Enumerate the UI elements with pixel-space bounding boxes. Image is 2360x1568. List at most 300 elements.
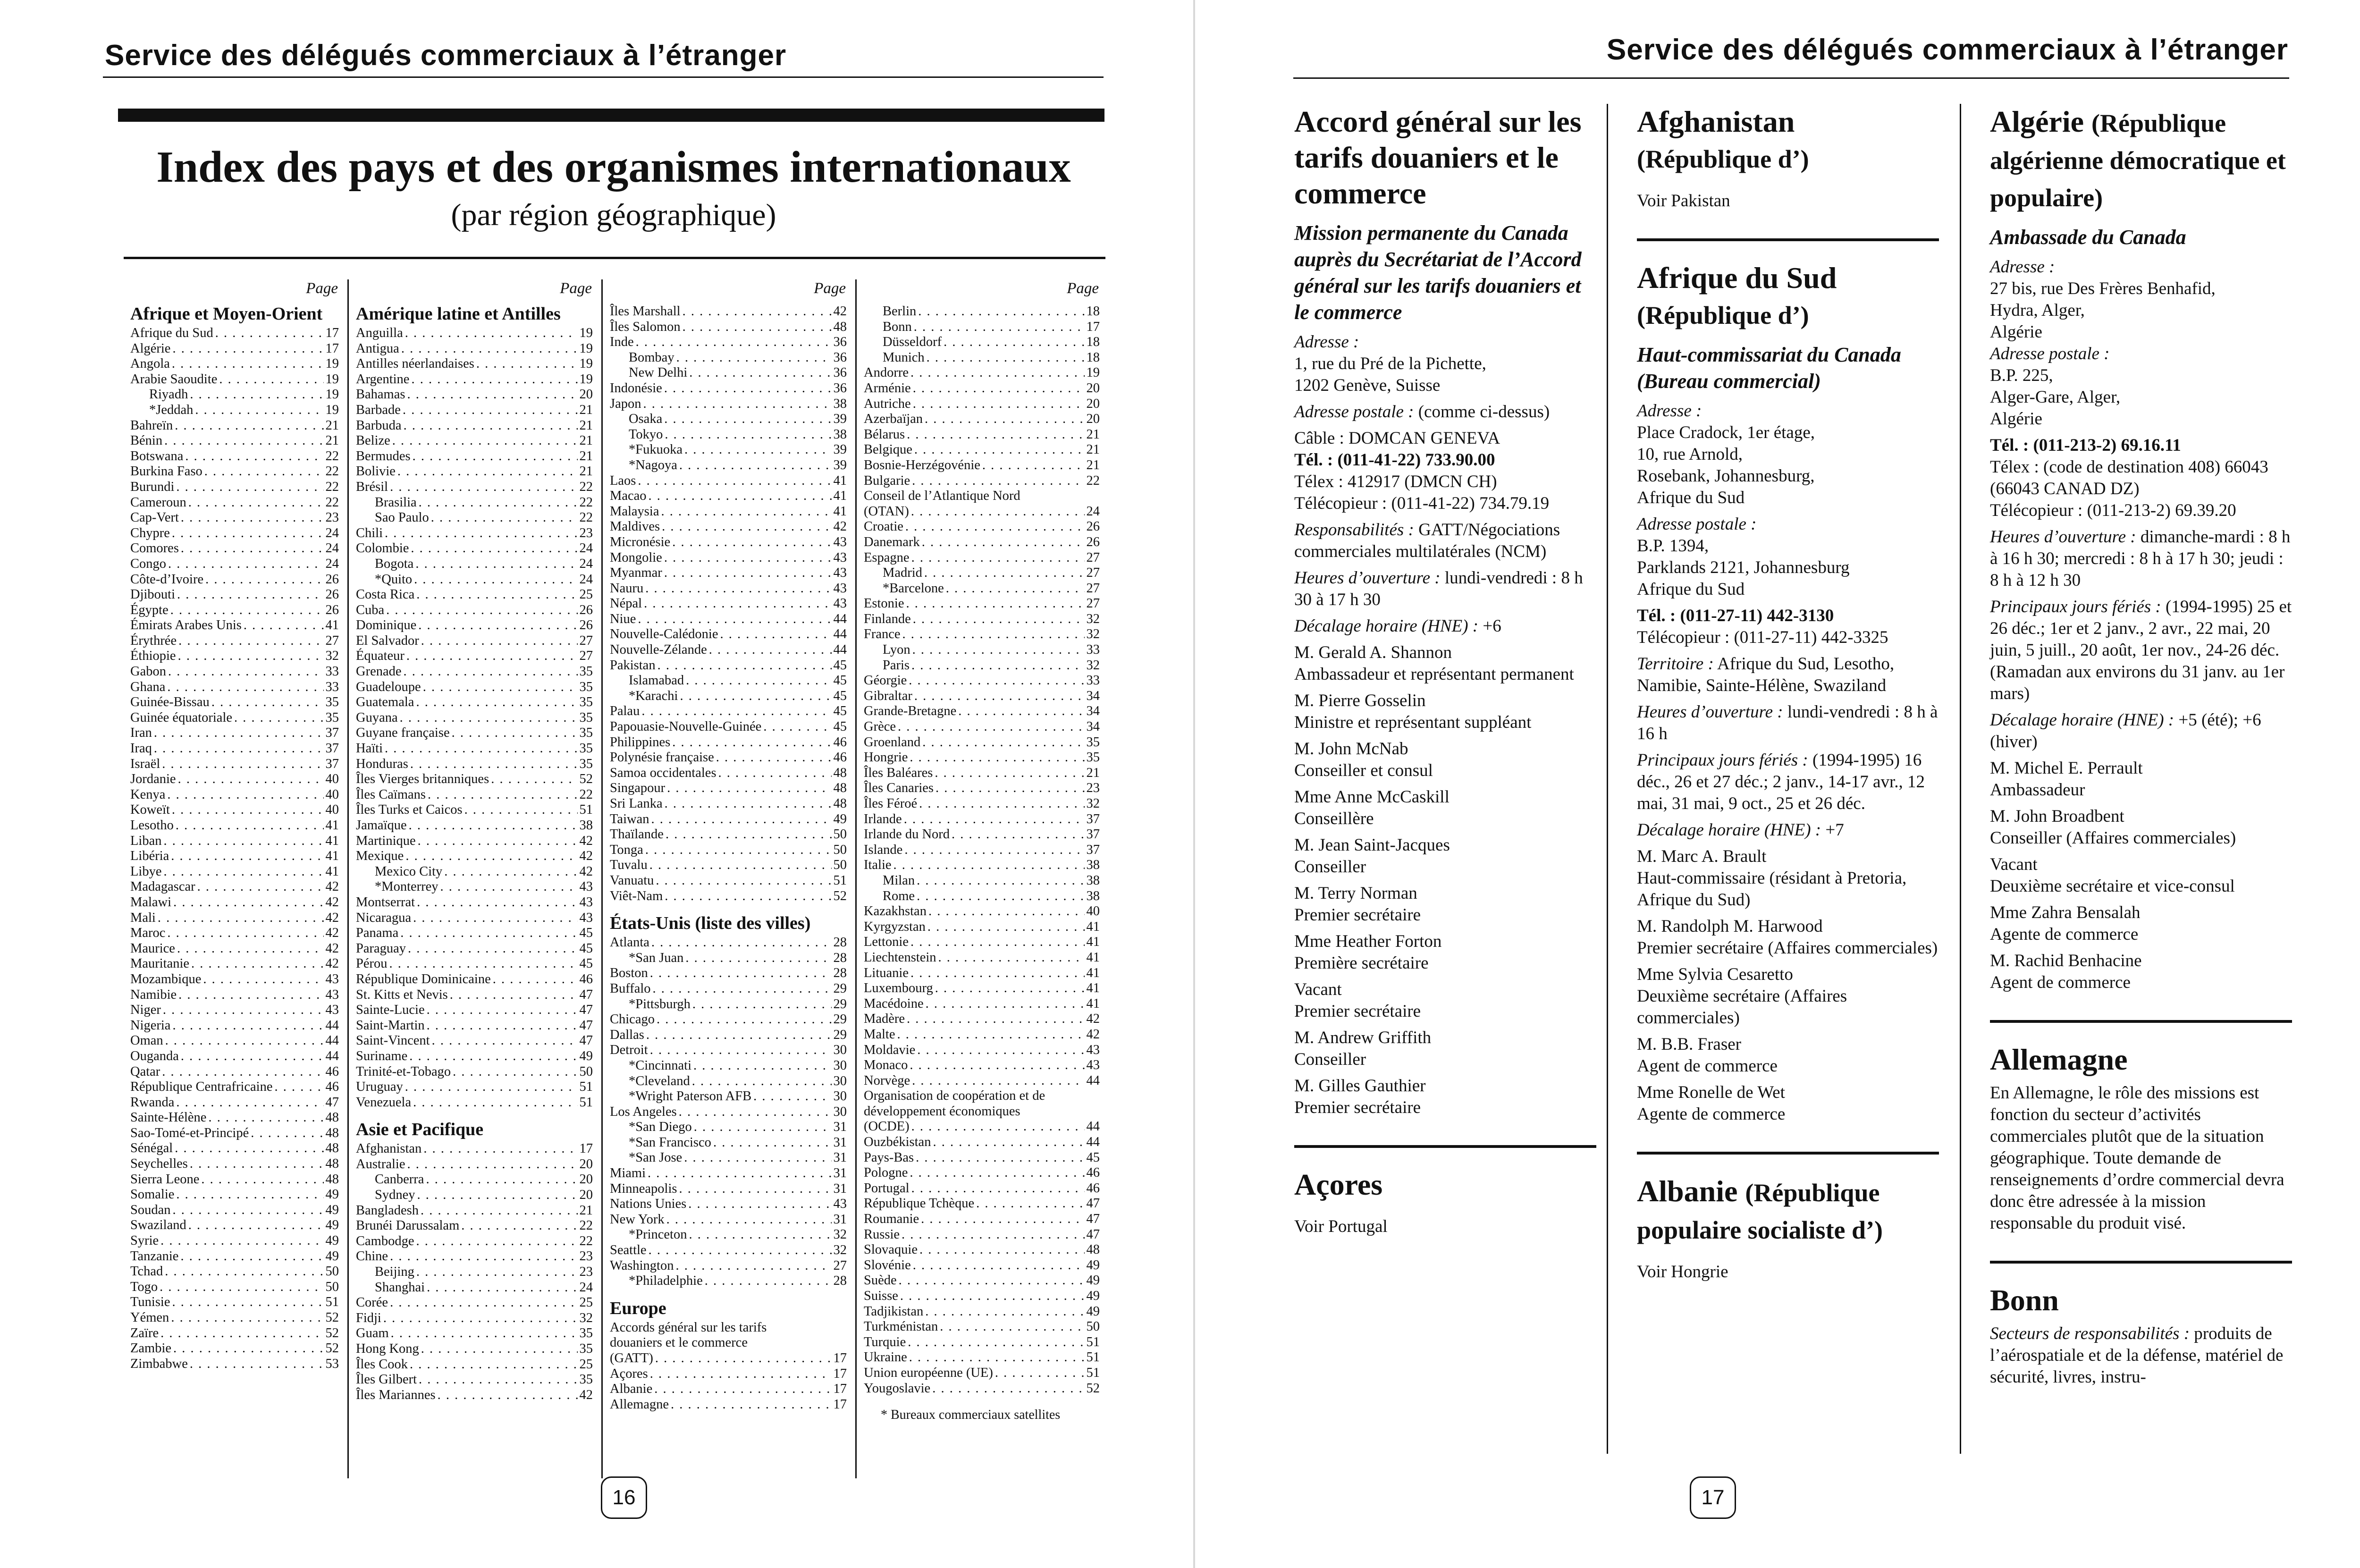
column-divider bbox=[601, 279, 603, 1478]
index-entry bbox=[356, 680, 593, 695]
index-entry-name: Venezuela bbox=[356, 1095, 412, 1110]
index-entry-name: Chypre bbox=[130, 525, 170, 540]
index-entry-page: 42 bbox=[579, 833, 593, 848]
index-entry bbox=[130, 526, 339, 541]
index-entry bbox=[610, 473, 847, 489]
index-entry-name: Inde bbox=[610, 335, 634, 350]
postal-address-afrique-sud bbox=[1637, 514, 1939, 600]
index-entry-name: Guadeloupe bbox=[356, 679, 421, 694]
dot-leader bbox=[925, 1304, 1084, 1320]
index-entry bbox=[610, 1197, 847, 1212]
dot-leader bbox=[657, 1012, 832, 1028]
index-entry-name: Bogota bbox=[375, 556, 414, 571]
index-entry bbox=[356, 879, 593, 895]
staff-name: M. Jean Saint-Jacques bbox=[1294, 835, 1450, 855]
dot-leader bbox=[914, 689, 1085, 704]
index-entry-page: 41 bbox=[833, 473, 847, 488]
index-entry bbox=[130, 987, 339, 1003]
dot-leader bbox=[171, 849, 323, 864]
country-name: Afghanistan bbox=[1637, 105, 1795, 138]
index-entry-name: Cameroun bbox=[130, 495, 186, 510]
index-entry bbox=[130, 1341, 339, 1357]
dot-leader bbox=[662, 519, 831, 535]
index-entry bbox=[130, 1203, 339, 1218]
dot-leader bbox=[177, 941, 324, 957]
dot-leader bbox=[188, 495, 324, 511]
index-list-europe-cont2 bbox=[864, 504, 1100, 1089]
dot-leader bbox=[421, 1341, 578, 1357]
staff-role: Agente de commerce bbox=[1637, 1104, 1786, 1124]
index-entry-page: 44 bbox=[1086, 1073, 1100, 1088]
index-entry-name: Îles Mariannes bbox=[356, 1387, 436, 1402]
staff-role: Premier secrétaire (Affaires commerciales) bbox=[1637, 938, 1938, 958]
page-column-label: Page bbox=[560, 280, 592, 297]
index-entry bbox=[130, 787, 339, 803]
staff-name: M. Terry Norman bbox=[1294, 884, 1417, 903]
index-entry-name: Égypte bbox=[130, 602, 169, 617]
index-entry-page: 50 bbox=[325, 1264, 339, 1279]
see-reference-afghanistan: Voir Pakistan bbox=[1637, 191, 1730, 211]
entry-title-afghanistan bbox=[1637, 104, 1939, 177]
index-entry-page: 28 bbox=[833, 950, 847, 965]
index-entry-name: Pérou bbox=[356, 956, 388, 971]
dot-leader bbox=[692, 1074, 832, 1089]
dot-leader bbox=[916, 1150, 1084, 1166]
index-entry-page: 19 bbox=[579, 326, 593, 340]
index-entry bbox=[610, 519, 847, 535]
index-entry-page: 32 bbox=[579, 1310, 593, 1325]
index-entry-page: 41 bbox=[325, 849, 339, 864]
index-entry-page: 41 bbox=[1086, 996, 1100, 1011]
index-entry bbox=[356, 556, 593, 572]
index-entry-name: Îles Gilbert bbox=[356, 1372, 417, 1387]
index-entry-page: 50 bbox=[1086, 1319, 1100, 1334]
index-entry-name: Laos bbox=[610, 473, 636, 488]
dot-leader bbox=[411, 541, 577, 556]
index-entry-page: 31 bbox=[833, 1135, 847, 1150]
index-entry bbox=[610, 658, 847, 674]
index-entry-page: 27 bbox=[1086, 596, 1100, 611]
dot-leader bbox=[188, 1218, 324, 1233]
index-entry-page: 51 bbox=[579, 1079, 593, 1095]
index-entry-name: Berlin bbox=[883, 304, 917, 319]
index-entry-name: Hong Kong bbox=[356, 1341, 419, 1356]
index-entry-page: 18 bbox=[1086, 335, 1100, 350]
index-entry-name: Montserrat bbox=[356, 894, 415, 910]
index-entry-page: 41 bbox=[1086, 981, 1100, 996]
index-entry-name: *Fukuoka bbox=[629, 442, 683, 457]
index-entry-page: 48 bbox=[833, 765, 847, 780]
index-entry-name: Arabie Saoudite bbox=[130, 371, 218, 387]
index-entry bbox=[130, 1326, 339, 1341]
index-entry-page: 18 bbox=[1086, 350, 1100, 365]
dot-leader bbox=[410, 757, 578, 772]
index-entry-page: 49 bbox=[325, 1187, 339, 1202]
index-entry-page: 32 bbox=[1086, 658, 1100, 673]
staff-role: Deuxième secrétaire et vice-consul bbox=[1990, 877, 2235, 896]
index-entry bbox=[864, 1258, 1100, 1273]
index-entry-page: 48 bbox=[833, 781, 847, 796]
index-entry-name: République Centrafricaine bbox=[130, 1079, 273, 1095]
dot-leader bbox=[203, 972, 323, 987]
index-entry-name: Myanmar bbox=[610, 565, 662, 581]
dot-leader bbox=[416, 587, 577, 603]
index-entry-page: 43 bbox=[579, 879, 593, 894]
dot-leader bbox=[763, 719, 831, 735]
index-entry-name: Arménie bbox=[864, 380, 911, 396]
index-entry-name: *Wright Paterson AFB bbox=[629, 1089, 752, 1104]
staff-role: Premier secrétaire bbox=[1294, 905, 1421, 925]
dot-leader bbox=[160, 1280, 323, 1295]
index-entry-page: 38 bbox=[1086, 873, 1100, 888]
header-rule-thin bbox=[1293, 77, 2289, 79]
index-entry-page: 43 bbox=[833, 1197, 847, 1212]
index-entry bbox=[864, 458, 1100, 473]
section-separator bbox=[1990, 1261, 2292, 1264]
index-entry bbox=[356, 403, 593, 418]
index-entry bbox=[864, 350, 1100, 366]
index-entry-page: 47 bbox=[1086, 1227, 1100, 1242]
dot-leader bbox=[927, 919, 1085, 935]
index-entry-name: Bahreïn bbox=[130, 418, 173, 433]
timezone-afrique-sud bbox=[1637, 819, 1939, 841]
index-entry bbox=[610, 442, 847, 458]
dot-leader bbox=[201, 1172, 323, 1188]
index-entry-page: 21 bbox=[579, 418, 593, 433]
index-entry-page: 44 bbox=[833, 611, 847, 626]
dot-leader bbox=[910, 750, 1084, 766]
index-entry-name: Antigua bbox=[356, 341, 399, 356]
dot-leader bbox=[912, 473, 1084, 489]
dot-leader bbox=[944, 335, 1084, 350]
dot-leader bbox=[413, 1095, 577, 1111]
dot-leader bbox=[383, 1311, 578, 1326]
dot-leader bbox=[421, 633, 578, 649]
index-entry-name: Groenland bbox=[864, 734, 921, 750]
index-entry-name: Italie bbox=[864, 858, 892, 873]
dot-leader bbox=[906, 596, 1085, 612]
staff-role: Agente de commerce bbox=[1990, 925, 2139, 944]
dot-leader bbox=[176, 480, 323, 495]
index-entry-name: Comores bbox=[130, 541, 179, 556]
index-entry bbox=[130, 495, 339, 511]
dot-leader bbox=[649, 1243, 832, 1258]
index-entry bbox=[864, 412, 1100, 427]
index-entry bbox=[130, 849, 339, 864]
dot-leader bbox=[689, 365, 831, 381]
index-entry-name: Namibie bbox=[130, 987, 177, 1002]
index-entry-name: Sao-Tomé-et-Principé bbox=[130, 1125, 249, 1140]
index-entry bbox=[130, 541, 339, 556]
index-entry-name: Antilles néerlandaises bbox=[356, 356, 474, 371]
index-entry bbox=[864, 1073, 1100, 1089]
index-entry-name: Viêt-Nam bbox=[610, 888, 663, 903]
index-entry-page: 41 bbox=[1086, 965, 1100, 980]
index-entry-page: 50 bbox=[833, 858, 847, 873]
index-entry-page: 24 bbox=[579, 556, 593, 571]
index-entry-ocde-line: Organisation de coopération et de développement économiques bbox=[864, 1088, 1045, 1119]
index-entry-name: Kyrgyzstan bbox=[864, 919, 926, 934]
index-entry-name: Guinée équatoriale bbox=[130, 710, 233, 725]
index-entry bbox=[130, 356, 339, 372]
index-entry bbox=[356, 649, 593, 664]
index-entry-page: 48 bbox=[325, 1172, 339, 1187]
index-entry bbox=[356, 1357, 593, 1373]
index-entry-name: Guyane française bbox=[356, 725, 450, 741]
index-entry bbox=[864, 658, 1100, 674]
country-name: Afrique du Sud bbox=[1637, 261, 1837, 295]
index-entry-name: Barbade bbox=[356, 402, 401, 417]
index-entry-page: 43 bbox=[579, 894, 593, 910]
index-entry-name: Îles Marshall bbox=[610, 304, 681, 319]
index-entry-page: 47 bbox=[579, 1003, 593, 1018]
index-entry bbox=[610, 1089, 847, 1104]
phone-algerie: Tél. : (011-213-2) 69.16.11 bbox=[1990, 436, 2181, 455]
index-entry-page: 45 bbox=[833, 704, 847, 719]
dot-leader bbox=[902, 627, 1085, 642]
index-entry-page: 49 bbox=[1086, 1257, 1100, 1273]
index-entry-page: 49 bbox=[579, 1048, 593, 1063]
directory-column-2 bbox=[1637, 104, 1939, 1283]
dot-leader bbox=[190, 1357, 324, 1372]
timezone-value: +7 bbox=[1825, 820, 1844, 840]
index-entry-name: Grande-Bretagne bbox=[864, 704, 957, 719]
index-entry-page: 28 bbox=[833, 935, 847, 950]
index-entry bbox=[356, 1249, 593, 1265]
dot-leader bbox=[650, 966, 832, 981]
staff-member bbox=[1294, 931, 1596, 974]
index-entry-name: Niger bbox=[130, 1003, 161, 1018]
index-entry bbox=[864, 673, 1100, 689]
dot-leader bbox=[641, 704, 831, 719]
index-entry bbox=[610, 719, 847, 735]
dot-leader bbox=[675, 1258, 831, 1274]
index-entry-name: Autriche bbox=[864, 396, 911, 411]
dot-leader bbox=[181, 1049, 324, 1064]
staff-name: Mme Zahra Bensalah bbox=[1990, 903, 2141, 922]
label-heures: Heures d’ouverture : bbox=[1637, 702, 1783, 722]
index-entry bbox=[130, 1295, 339, 1310]
index-entry-page: 27 bbox=[1086, 550, 1100, 565]
section-separator bbox=[1990, 1020, 2292, 1023]
index-entry bbox=[610, 781, 847, 796]
index-entry bbox=[864, 966, 1100, 981]
index-entry bbox=[130, 618, 339, 633]
index-entry bbox=[610, 365, 847, 381]
index-entry bbox=[130, 1018, 339, 1034]
dot-leader bbox=[178, 987, 323, 1003]
index-entry bbox=[130, 587, 339, 603]
index-entry-name: Madrid bbox=[883, 565, 922, 581]
index-entry bbox=[610, 1397, 847, 1413]
index-entry bbox=[864, 1165, 1100, 1181]
index-entry-page: 24 bbox=[579, 1280, 593, 1295]
staff-member bbox=[1990, 950, 2292, 994]
dot-leader bbox=[452, 725, 578, 741]
dot-leader bbox=[438, 1388, 578, 1403]
index-entry-name: Azerbaïjan bbox=[864, 412, 923, 427]
responsibilities-value: GATT/Négociations commerciales multilatérales (NCM) bbox=[1294, 520, 1560, 561]
index-entry bbox=[356, 572, 593, 588]
staff-member bbox=[1637, 846, 1939, 911]
index-entry-name: Jordanie bbox=[130, 772, 176, 787]
dot-leader bbox=[401, 341, 578, 357]
hours-gatt bbox=[1294, 567, 1596, 611]
staff-role: Agent de commerce bbox=[1637, 1056, 1778, 1076]
dot-leader bbox=[684, 1150, 831, 1166]
index-entry bbox=[356, 1218, 593, 1234]
index-entry-page: 23 bbox=[579, 1249, 593, 1264]
address-line: Hydra, Alger, bbox=[1990, 301, 2085, 320]
index-entry-name: Saint-Vincent bbox=[356, 1033, 430, 1048]
index-list-asie bbox=[356, 1141, 593, 1403]
index-entry-page: 42 bbox=[325, 910, 339, 925]
index-entry bbox=[356, 1280, 593, 1296]
index-list-usa bbox=[610, 935, 847, 1289]
dot-leader bbox=[917, 1043, 1084, 1058]
index-entry bbox=[356, 695, 593, 710]
staff-member bbox=[1294, 979, 1596, 1022]
dot-leader bbox=[665, 427, 831, 443]
index-entry-name: Mongolie bbox=[610, 550, 662, 565]
dot-leader bbox=[419, 1372, 577, 1388]
index-entry-page: 43 bbox=[833, 565, 847, 581]
index-entry-page: 44 bbox=[325, 1018, 339, 1033]
index-entry-name: Malaysia bbox=[610, 504, 659, 519]
index-entry-page: 46 bbox=[325, 1064, 339, 1079]
index-entry bbox=[864, 689, 1100, 704]
mission-name-gatt: Mission permanente du Canada auprès du Secrétariat de l’Accord général sur les tarifs douaniers et le commerce bbox=[1294, 221, 1582, 324]
address-line: 1, rue du Pré de la Pichette, bbox=[1294, 354, 1486, 373]
index-entry bbox=[356, 1265, 593, 1280]
dot-leader bbox=[952, 827, 1084, 843]
index-entry-page: 47 bbox=[1086, 1196, 1100, 1211]
index-entry bbox=[610, 565, 847, 581]
label-adresse: Adresse : bbox=[1990, 257, 2055, 277]
dot-leader bbox=[905, 519, 1085, 535]
staff-member bbox=[1637, 916, 1939, 959]
entry-title-bonn: Bonn bbox=[1990, 1283, 2059, 1317]
index-entry-name: Dallas bbox=[610, 1027, 644, 1042]
index-entry bbox=[864, 1135, 1100, 1150]
country-suffix: (République populaire socialiste d’) bbox=[1637, 1179, 1883, 1244]
index-entry-page: 26 bbox=[325, 587, 339, 602]
index-entry-name: Maroc bbox=[130, 926, 166, 941]
index-entry-page: 35 bbox=[579, 756, 593, 771]
dot-leader bbox=[910, 365, 1085, 381]
dot-leader bbox=[982, 458, 1085, 473]
index-entry-page: 50 bbox=[833, 827, 847, 842]
staff-member bbox=[1637, 1034, 1939, 1077]
index-entry-page: 27 bbox=[579, 633, 593, 648]
dot-leader bbox=[154, 741, 324, 757]
index-entry-name: Sainte-Hélène bbox=[130, 1110, 207, 1125]
index-entry-page: 46 bbox=[1086, 1165, 1100, 1180]
index-entry-page: 43 bbox=[325, 987, 339, 1002]
index-entry bbox=[864, 996, 1100, 1012]
dot-leader bbox=[163, 864, 323, 880]
index-entry bbox=[610, 427, 847, 443]
column-divider bbox=[347, 279, 349, 1478]
index-entry bbox=[130, 372, 339, 388]
dot-leader bbox=[170, 603, 324, 618]
index-entry-name: Anguilla bbox=[356, 326, 403, 340]
index-entry-name: *Barcelone bbox=[883, 581, 944, 596]
staff-member bbox=[1294, 883, 1596, 926]
index-entry-page: 26 bbox=[325, 572, 339, 587]
index-entry-name: (GATT) bbox=[610, 1351, 653, 1366]
index-entry-name: Taiwan bbox=[610, 811, 649, 826]
hours-value: dimanche-mardi : 8 h à 16 h 30; mercredi : 8 h à 17 h 30; jeudi : 8 h à 12 h 30 bbox=[1990, 527, 2291, 590]
index-entry-name: Norvège bbox=[864, 1073, 910, 1088]
staff-name: M. Gerald A. Shannon bbox=[1294, 643, 1452, 662]
index-entry-name: Éthiopie bbox=[130, 649, 176, 664]
index-entry-name: Népal bbox=[610, 596, 642, 611]
mission-name-algerie: Ambassade du Canada bbox=[1990, 226, 2186, 249]
index-entry-page: 21 bbox=[325, 418, 339, 433]
dot-leader bbox=[251, 1126, 323, 1141]
dot-leader bbox=[917, 889, 1084, 904]
dot-leader bbox=[638, 612, 831, 627]
index-entry-name: Tuvalu bbox=[610, 858, 648, 873]
index-entry bbox=[864, 519, 1100, 535]
index-entry bbox=[356, 618, 593, 633]
index-entry bbox=[864, 335, 1100, 350]
index-entry-name: Trinité-et-Tobago bbox=[356, 1064, 451, 1079]
index-entry bbox=[610, 596, 847, 612]
index-entry bbox=[356, 926, 593, 941]
index-entry bbox=[610, 827, 847, 843]
index-entry bbox=[610, 735, 847, 750]
dot-leader bbox=[165, 1264, 323, 1280]
dot-leader bbox=[935, 766, 1084, 781]
index-entry bbox=[864, 719, 1100, 735]
index-entry-page: 43 bbox=[833, 596, 847, 611]
index-entry-name: Buffalo bbox=[610, 981, 651, 996]
index-entry bbox=[356, 772, 593, 787]
index-entry-name: Atlanta bbox=[610, 935, 649, 950]
index-entry-name: République Dominicaine bbox=[356, 971, 491, 986]
index-entry bbox=[130, 879, 339, 895]
index-entry-name: Suède bbox=[864, 1273, 897, 1288]
dot-leader bbox=[427, 1018, 578, 1034]
index-entry-name: Malte bbox=[864, 1027, 895, 1042]
index-entry bbox=[610, 1058, 847, 1074]
directory-column-3 bbox=[1990, 104, 2292, 1388]
index-entry bbox=[130, 802, 339, 818]
dot-leader bbox=[911, 658, 1085, 674]
index-entry-page: 37 bbox=[325, 741, 339, 756]
index-entry-page: 31 bbox=[833, 1181, 847, 1196]
index-entry bbox=[130, 1218, 339, 1233]
index-entry bbox=[864, 365, 1100, 381]
dot-leader bbox=[417, 895, 577, 910]
index-entry-name: Seattle bbox=[610, 1243, 647, 1258]
index-entry bbox=[864, 1150, 1100, 1166]
index-entry-name: Îles Turks et Caicos bbox=[356, 802, 463, 818]
dot-leader bbox=[650, 1043, 832, 1058]
staff-member bbox=[1990, 806, 2292, 849]
index-entry-name: New Delhi bbox=[629, 365, 688, 380]
dot-leader bbox=[921, 1212, 1084, 1227]
dot-leader bbox=[680, 689, 831, 704]
dot-leader bbox=[924, 565, 1085, 581]
index-entry bbox=[130, 864, 339, 880]
country-name: Algérie bbox=[1990, 105, 2084, 138]
index-entry-page: 41 bbox=[325, 618, 339, 633]
dot-leader bbox=[168, 664, 324, 680]
dot-leader bbox=[656, 873, 831, 889]
